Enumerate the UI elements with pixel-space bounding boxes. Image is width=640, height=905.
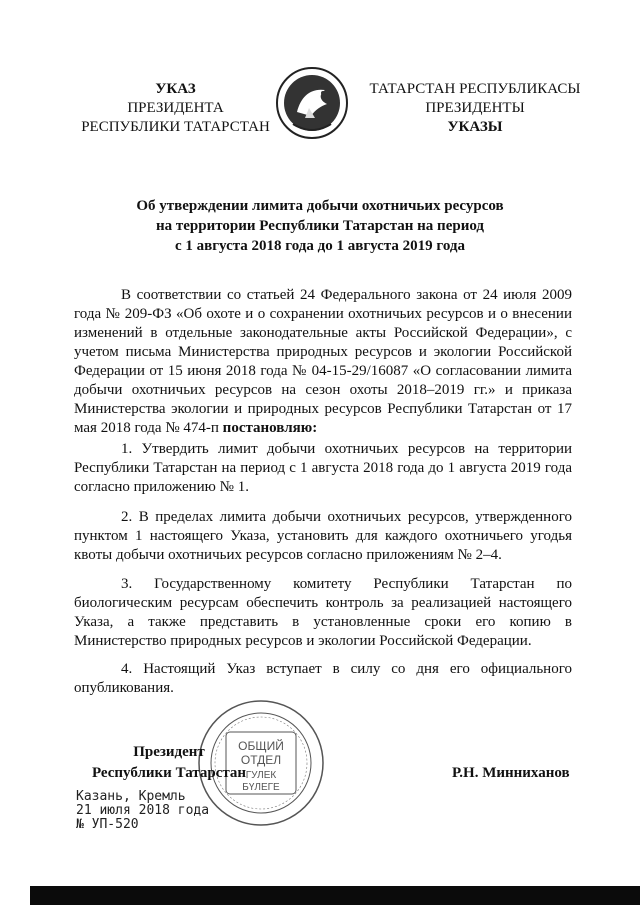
header-right-line1: ТАТАРСТАН РЕСПУБЛИКАСЫ bbox=[369, 81, 581, 97]
title-line-2: на территории Республики Татарстан на период bbox=[156, 218, 484, 234]
header-left-line3: РЕСПУБЛИКИ ТАТАРСТАН bbox=[81, 119, 270, 135]
stamp-line-4: БҮЛЕГЕ bbox=[242, 782, 280, 793]
decree-item-1: 1. Утвердить лимит добычи охотничьих ресурсов на территории Республики Татарстан на период с 1 августа 2018 года до 1 августа 2019 года согласно приложению № 1. bbox=[74, 441, 572, 495]
decree-item-3: 3. Государственному комитету Республики Татарстан по биологическим ресурсам обеспечить контроль за реализацией настоящего Указа, а также представить в установленные сроки его копию в Министерство природных ресурсов и экологии Российской Федерации. bbox=[74, 576, 572, 649]
registration-block bbox=[76, 790, 209, 832]
header-right-block bbox=[360, 80, 590, 137]
tatarstan-emblem-icon bbox=[275, 66, 349, 140]
signatory-title bbox=[74, 742, 264, 784]
stamp-line-1: ОБЩИЙ bbox=[238, 739, 284, 753]
scan-edge-bar bbox=[30, 886, 640, 905]
signatory-title-line1: Президент bbox=[133, 744, 205, 760]
header-left-line2: ПРЕЗИДЕНТА bbox=[127, 100, 224, 116]
decree-word: постановляю: bbox=[222, 420, 318, 436]
header-left-title: УКАЗ bbox=[155, 81, 196, 97]
title-line-1: Об утверждении лимита добычи охотничьих ресурсов bbox=[136, 198, 504, 214]
registration-place: Казань, Кремль bbox=[76, 789, 186, 804]
decree-title bbox=[100, 196, 540, 256]
stamp-line-2: ОТДЕЛ bbox=[240, 753, 282, 767]
stamp-line-3: ГУЛЕК bbox=[245, 770, 277, 781]
header-right-title: УКАЗЫ bbox=[447, 119, 503, 135]
header-left-block bbox=[68, 80, 283, 137]
title-line-3: с 1 августа 2018 года до 1 августа 2019 года bbox=[174, 238, 465, 254]
preamble-paragraph bbox=[74, 286, 572, 438]
registration-number: № УП-520 bbox=[76, 817, 139, 832]
decree-item-2: 2. В пределах лимита добычи охотничьих ресурсов, утвержденного пунктом 1 настоящего Указа, установить для каждого охотничьего угодья квоты добычи охотничьих ресурсов согласно приложениям № 2–4. bbox=[74, 509, 572, 563]
preamble-text: В соответствии со статьей 24 Федерального закона от 24 июля 2009 года № 209-ФЗ «Об охоте и о сохранении охотничьих ресурсов и о внесении изменений в отдельные законодательные акты Российской Федерации», с учетом письма Министерства природных ресурсов и экологии Российской Федерации от 15 июня 2018 года № 04-15-29/16087 «О согласовании лимита добычи охотничьих ресурсов на сезон охоты 2018–2019 гг.» и приказа Министерства экологии и природных ресурсов Республики Татарстан от 17 мая 2018 года № 474-п bbox=[74, 287, 572, 436]
decree-item-4: 4. Настоящий Указ вступает в силу со дня его официального опубликования. bbox=[74, 661, 572, 696]
signatory-name: Р.Н. Минниханов bbox=[452, 765, 570, 781]
signatory-title-line2: Республики Татарстан bbox=[91, 765, 247, 781]
header-right-line2: ПРЕЗИДЕНТЫ bbox=[425, 100, 525, 116]
registration-date: 21 июля 2018 года bbox=[76, 803, 210, 818]
